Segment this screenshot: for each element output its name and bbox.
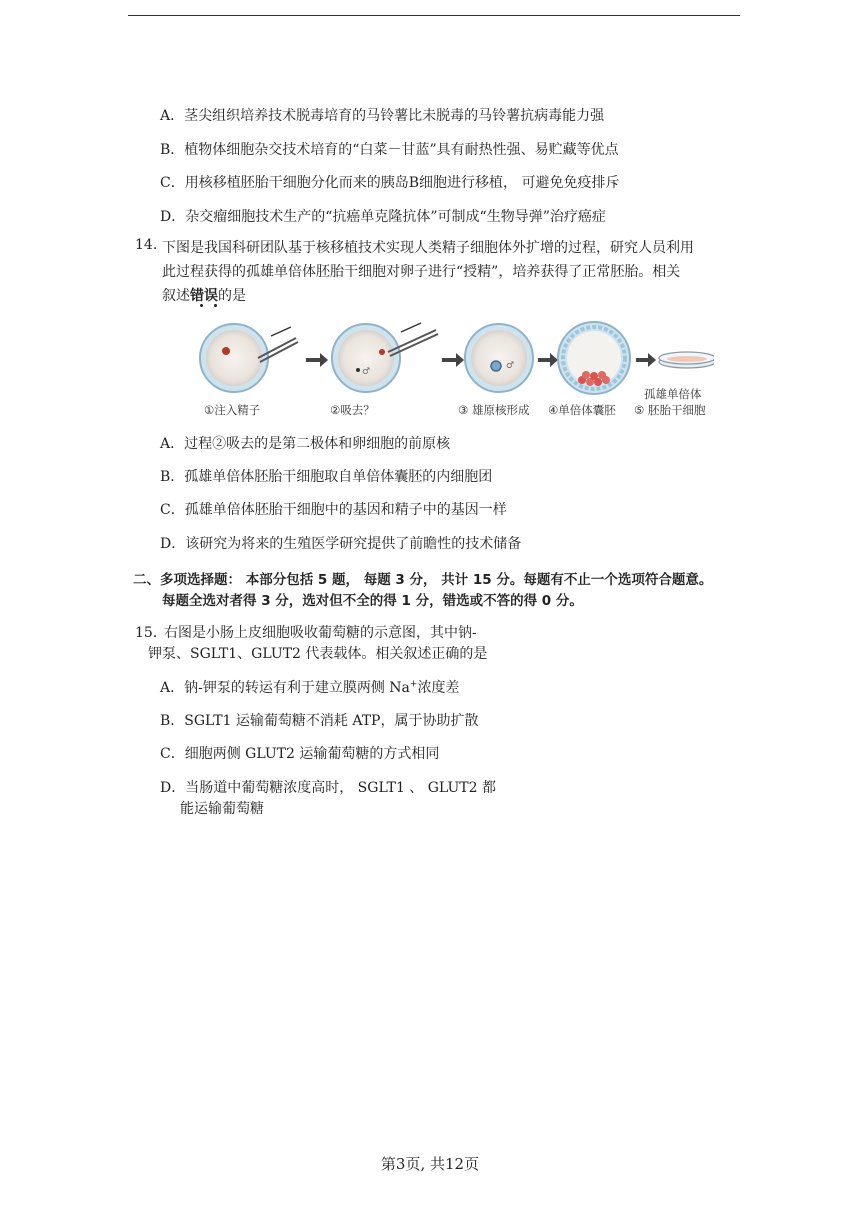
q15-stem-line2: 钾泵、SGLT1、GLUT2 代表载体。相关叙述正确的是 bbox=[148, 646, 488, 662]
q14-stem-prefix: 叙述 bbox=[162, 288, 190, 304]
page-footer: 第3页, 共12页 bbox=[380, 1155, 480, 1173]
label-step5-line2: ⑤ 胚胎干细胞 bbox=[634, 403, 706, 417]
q15-option-b: B．SGLT1 运输葡萄糖不消耗 ATP，属于协助扩散 bbox=[160, 713, 479, 729]
q15-option-a-superscript: + bbox=[409, 679, 418, 690]
cell-injection bbox=[200, 324, 298, 392]
label-step2: ②吸去？ bbox=[330, 403, 375, 417]
q13-option-a: A．茎尖组织培养技术脱毒培育的马铃薯比未脱毒的马铃薯抗病毒能力强 bbox=[160, 108, 605, 124]
q15-option-a-tail: 浓度差 bbox=[417, 680, 460, 696]
cell-male-pronucleus bbox=[465, 324, 533, 392]
q15-number: 15． bbox=[135, 625, 167, 641]
arrow-1 bbox=[306, 353, 328, 367]
q14-stem-line1: 下图是我国科研团队基于核移植技术实现人类精子细胞体外扩增的过程，研究人员利用 bbox=[162, 240, 694, 256]
q15-option-d-line2: 能运输葡萄糖 bbox=[180, 801, 264, 817]
cell-blastocyst bbox=[558, 322, 630, 394]
q14-option-c: C．孤雄单倍体胚胎干细胞中的基因和精子中的基因一样 bbox=[160, 502, 507, 518]
label-step4: ④单倍体囊胚 bbox=[548, 403, 616, 417]
q15-option-a bbox=[160, 677, 459, 697]
petri-dish bbox=[659, 352, 714, 368]
label-step1: ①注入精子 bbox=[204, 403, 261, 417]
q15-option-a-text: A．钠-钾泵的转运有利于建立膜两侧 Na bbox=[160, 680, 410, 696]
q13-option-b: B．植物体细胞杂交技术培育的“白菜－甘蓝”具有耐热性强、易贮藏等优点 bbox=[160, 142, 619, 158]
q15-option-c: C．细胞两侧 GLUT2 运输葡萄糖的方式相同 bbox=[160, 746, 440, 762]
q14-option-a: A．过程②吸去的是第二极体和卵细胞的前原核 bbox=[160, 436, 451, 452]
section2-heading-line2: 每题全选对者得 3 分，选对但不全的得 1 分，错选或不答的得 0 分。 bbox=[162, 593, 583, 609]
q13-option-c: C．用核移植胚胎干细胞分化而来的胰岛B细胞进行移植， 可避免免疫排斥 bbox=[160, 175, 620, 191]
arrow-4 bbox=[636, 353, 656, 367]
arrow-2 bbox=[442, 353, 464, 367]
q13-option-d: D．杂交瘤细胞技术生产的“抗癌单克隆抗体”可制成“生物导弹”治疗癌症 bbox=[160, 209, 606, 225]
emphasis-dot bbox=[214, 304, 217, 307]
sperm-symbol: ♂ bbox=[506, 361, 515, 371]
q15-stem-line1: 右图是小肠上皮细胞吸收葡萄糖的示意图，其中钠- bbox=[164, 625, 477, 641]
nuclear-transfer-figure bbox=[196, 318, 714, 418]
sperm-symbol: ♂ bbox=[362, 367, 371, 377]
header-rule bbox=[128, 15, 740, 16]
arrow-3 bbox=[538, 353, 558, 367]
q14-stem-emphasis: 错误 bbox=[190, 288, 218, 304]
section2-heading-line1: 二、多项选择题： 本部分包括 5 题， 每题 3 分， 共计 15 分。每题有不止一个选项符合题意。 bbox=[133, 572, 713, 588]
cell-removal bbox=[332, 323, 438, 392]
label-step3: ③ 雄原核形成 bbox=[458, 403, 530, 417]
q15-option-d-line1: D．当肠道中葡萄糖浓度高时， SGLT1 、 GLUT2 都 bbox=[160, 780, 496, 796]
q14-stem-suffix: 的是 bbox=[218, 288, 246, 304]
label-step5-line1: 孤雄单倍体 bbox=[644, 387, 702, 401]
q14-stem-line3 bbox=[162, 285, 246, 305]
q14-option-b: B．孤雄单倍体胚胎干细胞取自单倍体囊胚的内细胞团 bbox=[160, 469, 493, 485]
emphasis-dot bbox=[200, 304, 203, 307]
q14-stem-line2: 此过程获得的孤雄单倍体胚胎干细胞对卵子进行“授精”，培养获得了正常胚胎。相关 bbox=[162, 264, 681, 280]
q14-option-d: D．该研究为将来的生殖医学研究提供了前瞻性的技术储备 bbox=[160, 536, 522, 552]
q14-number: 14. bbox=[135, 237, 158, 253]
